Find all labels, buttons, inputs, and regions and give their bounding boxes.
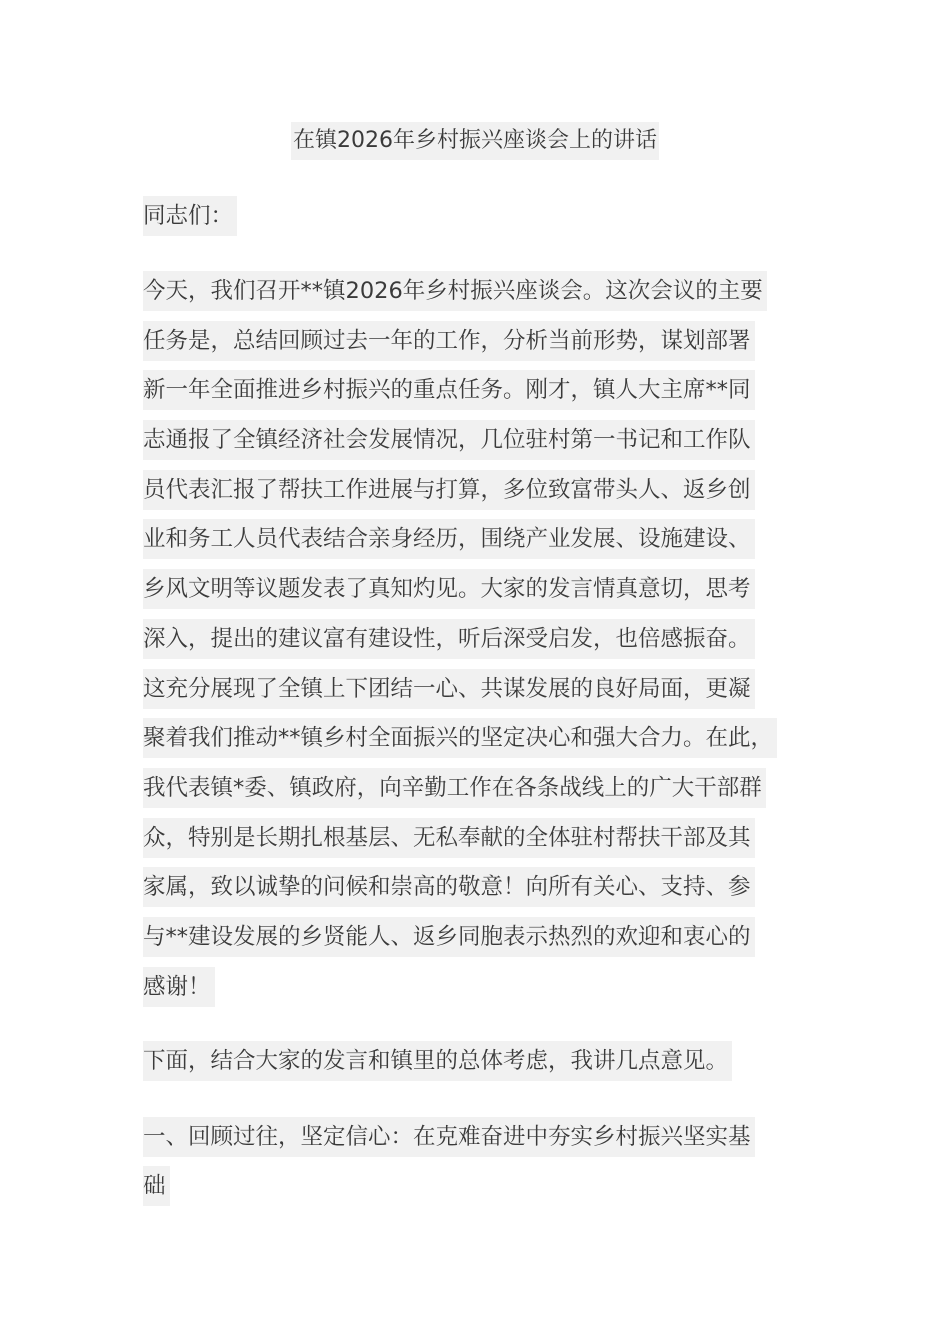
paragraph-line: 感谢！: [143, 967, 215, 1007]
paragraph-line: 员代表汇报了帮扶工作进展与打算，多位致富带头人、返乡创: [143, 470, 755, 510]
paragraph-line: 与**建设发展的乡贤能人、返乡同胞表示热烈的欢迎和衷心的: [143, 917, 755, 957]
paragraph-line: 新一年全面推进乡村振兴的重点任务。刚才，镇人大主席**同: [143, 370, 755, 410]
paragraph-line: 业和务工人员代表结合亲身经历，围绕产业发展、设施建设、: [143, 519, 755, 559]
paragraph-line: 我代表镇*委、镇政府，向辛勤工作在各条战线上的广大干部群: [143, 768, 766, 808]
paragraph-transition: 下面，结合大家的发言和镇里的总体考虑，我讲几点意见。: [143, 1041, 732, 1081]
paragraph-line: 任务是，总结回顾过去一年的工作，分析当前形势，谋划部署: [143, 321, 755, 361]
salutation: 同志们：: [143, 196, 237, 236]
paragraph-line: 家属，致以诚挚的问候和崇高的敬意！向所有关心、支持、参: [143, 867, 755, 907]
heading-line: 一、回顾过往，坚定信心：在克难奋进中夯实乡村振兴坚实基: [143, 1117, 755, 1157]
document-title: 在镇2026年乡村振兴座谈会上的讲话: [291, 122, 659, 160]
paragraph-line: 这充分展现了全镇上下团结一心、共谋发展的良好局面，更凝: [143, 669, 755, 709]
heading-line: 础: [143, 1166, 170, 1206]
title-wrap: [0, 122, 950, 160]
paragraph-line: 乡风文明等议题发表了真知灼见。大家的发言情真意切，思考: [143, 569, 755, 609]
paragraph-line: 志通报了全镇经济社会发展情况，几位驻村第一书记和工作队: [143, 420, 755, 460]
paragraph-line: 深入，提出的建议富有建设性，听后深受启发，也倍感振奋。: [143, 619, 755, 659]
paragraph-line: 今天，我们召开**镇2026年乡村振兴座谈会。这次会议的主要: [143, 271, 767, 311]
paragraph-line: 聚着我们推动**镇乡村全面振兴的坚定决心和强大合力。在此，: [143, 718, 777, 758]
paragraph-line: 众，特别是长期扎根基层、无私奉献的全体驻村帮扶干部及其: [143, 818, 755, 858]
